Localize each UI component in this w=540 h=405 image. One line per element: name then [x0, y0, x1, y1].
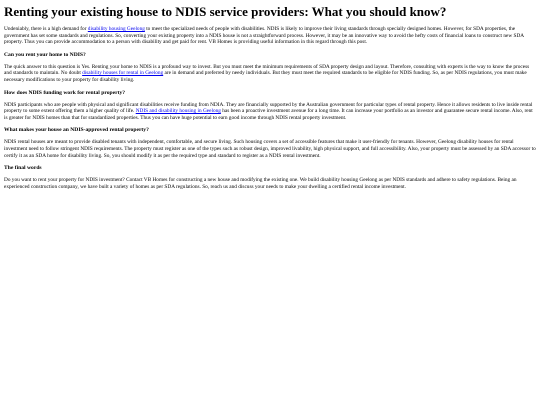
section-heading-rent-home: Can you rent your home to NDIS? — [4, 51, 86, 58]
rent-home-paragraph — [4, 64, 536, 84]
page-title: Renting your existing house to NDIS service providers: What you should know? — [4, 4, 447, 19]
section-heading-final-words: The final words — [4, 165, 42, 172]
intro-text-1: Undeniably, there is a high demand for — [4, 26, 88, 32]
ndis-disability-housing-link[interactable]: NDIS and disability housing in Geelong — [135, 108, 221, 115]
intro-paragraph — [4, 26, 536, 46]
disability-housing-geelong-link[interactable]: disability housing Geelong — [87, 26, 145, 32]
intro-text-2: to meet the specialized needs of people with disabilities. NDIS is likely to improve their living standards through specially designed homes. However, for SDA properties, the government has set some standards and regulations. So, converting your existing property into a NDIS house is not a straightforward process. However, it may be an innovative way to avoid the hefty costs of financial loans to construct new SDA property. Thus you can provide accommodation to a person with disability and get paid for rent. VB Homes is providing useful information in this regard through this post. — [4, 26, 524, 46]
funding-text-2: has been a proactive investment avenue for a long time. It can increase your portfolio as an investor and guarantee secure rental income. Also, rent is greater for NDIS homes than that for standardized properties. Thus you can have huge potential to earn good income through NDIS rental property investment. — [4, 108, 533, 121]
rent-home-text-2: are in demand and preferred by needy individuals. But they must meet the required standards to be eligible for NDIS funding. So, as per NDIS regulations, you must make necessary modifications to your property for disability living. — [4, 70, 527, 83]
funding-paragraph — [4, 102, 536, 122]
approved-property-paragraph: NDIS rental houses are meant to provide disabled tenants with independent, comfortable, and secure living. Such housing covers a set of accessible features that make it user-friendly for tenants. However, Geelong disability houses for rental investment need to follow stringent NDIS requirements. The property must register as one of the types such as robust design, improved livability, high physical support, and full accessibility. Also, your property must be assessed by an SDA accessor to certify it as an SDA home for disability living. So, you should modify it as per the required type and standard to register as a NDIS rental investment. — [4, 139, 536, 159]
section-heading-funding: How does NDIS funding work for rental property? — [4, 89, 126, 96]
disability-houses-rental-link[interactable]: disability houses for rental in Geelong — [82, 70, 164, 77]
section-heading-approved-property: What makes your house an NDIS-approved rental property? — [4, 127, 149, 134]
final-words-paragraph: Do you want to rent your property for NDIS investment? Contact VB Homes for constructing a new house and modifying the existing one. We build disability housing Geelong as per NDIS standards and adhere to safety regulations. Being an experienced construction company, we have built a variety of homes as per SDA regulations. So, reach us and discuss your needs to make your dwelling a certified rental income investment. — [4, 177, 517, 190]
article — [0, 0, 540, 190]
rent-home-text-1: The quick answer to this question is Yes. Renting your home to NDIS is a profound way to invest. But you must meet the minimum requirements of SDA property design and layout. Therefore, consulting with experts is the way to know the process and standards to maintain. No doubt — [4, 63, 530, 77]
funding-text-1: NDIS participants who are people with physical and significant disabilities receive funding from NDIA. They are financially supported by the Australian government for particular types of rental property. Hence it allows residents to live inside rental property to some extent offering them a higher quality of life. — [4, 101, 533, 115]
